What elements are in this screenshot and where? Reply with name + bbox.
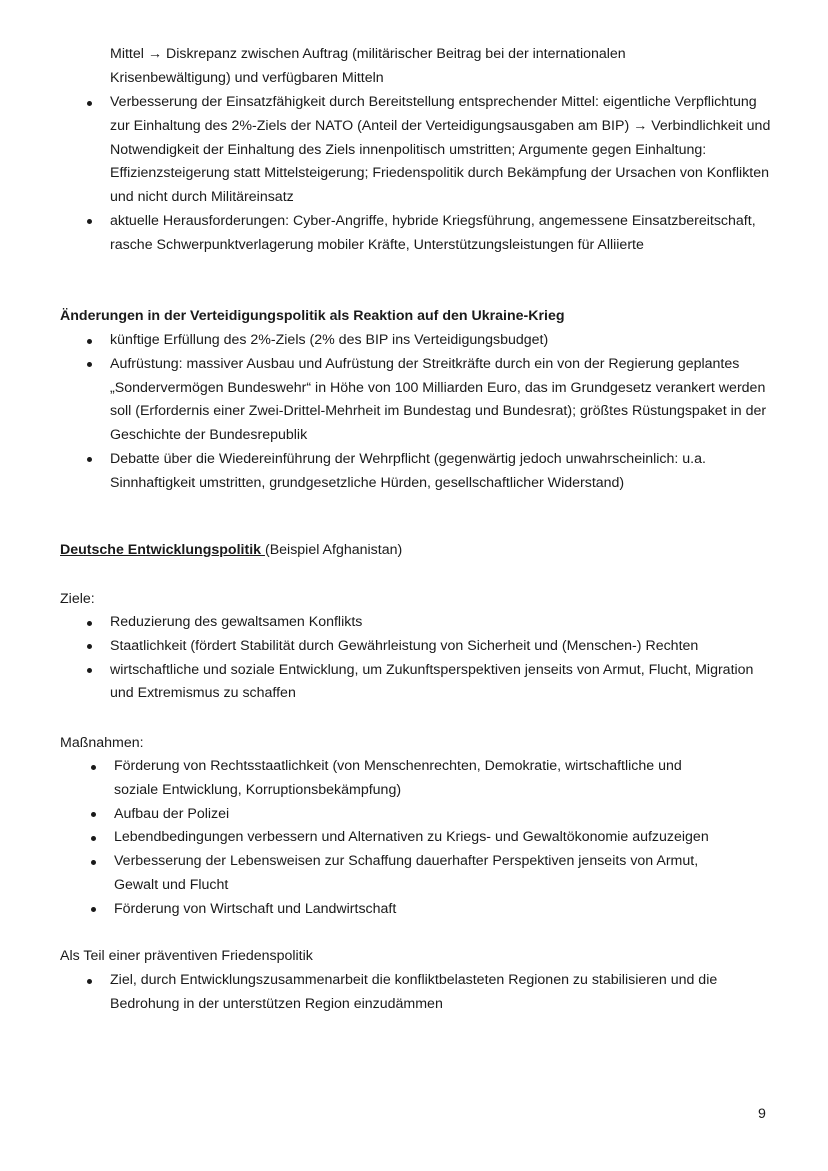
bullet-icon xyxy=(87,644,92,649)
bullet-icon xyxy=(91,860,96,865)
bullet-icon xyxy=(91,765,96,770)
list-item-text: Debatte über die Wiedereinführung der Wehrpflicht (gegenwärtig jedoch unwahrscheinlich: u.a. Sinnhaftigkeit umstritten, grundgesetzliche Hürden, gesellschaftlicher Widerstand) xyxy=(110,450,706,491)
massnahmen-label: Maßnahmen: xyxy=(60,735,144,751)
ukraine-bullet-list xyxy=(86,329,778,496)
praeventiv-list xyxy=(86,969,778,1017)
list-item-text: künftige Erfüllung des 2%-Ziels (2% des BIP ins Verteidigungsbudget) xyxy=(110,332,549,348)
list-item xyxy=(86,635,778,659)
bullet-icon xyxy=(87,668,92,673)
list-item xyxy=(90,826,740,850)
list-item-text: Lebendbedingungen verbessern und Alternativen zu Kriegs- und Gewaltökonomie aufzuzeigen xyxy=(114,829,709,846)
list-item xyxy=(86,448,778,496)
list-item-text: Förderung von Rechtsstaatlichkeit (von Menschenrechten, Demokratie, wirtschaftliche und soziale Entwicklung, Korruptionsbekämpfung) xyxy=(114,758,682,798)
massnahmen-list xyxy=(90,755,740,922)
heading-title: Deutsche Entwicklungspolitik xyxy=(60,542,265,558)
list-item xyxy=(86,353,778,448)
list-item xyxy=(86,969,778,1017)
bullet-icon xyxy=(87,979,92,984)
list-item xyxy=(90,850,744,898)
section-heading-ukraine: Änderungen in der Verteidigungspolitik als Reaktion auf den Ukraine-Krieg xyxy=(60,308,565,324)
list-item-text: Staatlichkeit (fördert Stabilität durch Gewährleistung von Sicherheit und (Menschen-) Rechten xyxy=(110,637,699,654)
ziele-label: Ziele: xyxy=(60,591,95,607)
list-item xyxy=(86,329,778,353)
list-item xyxy=(90,755,719,803)
list-item xyxy=(86,210,778,258)
bullet-icon xyxy=(91,907,96,912)
list-item-text: Verbesserung der Lebensweisen zur Schaffung dauerhafter Perspektiven jenseits von Armut, Gewalt und Flucht xyxy=(114,853,699,893)
heading-suffix: (Beispiel Afghanistan) xyxy=(264,542,403,558)
list-item-text: Ziel, durch Entwicklungszusammenarbeit die konfliktbelasteten Regionen zu stabilisieren und die Bedrohung in der unterstützen Region einzudämmen xyxy=(110,972,718,1012)
bullet-icon xyxy=(87,457,92,462)
list-item-text: Reduzierung des gewaltsamen Konflikts xyxy=(110,614,363,630)
ziele-list xyxy=(86,611,778,706)
bullet-icon xyxy=(87,621,92,626)
bullet-icon xyxy=(87,219,92,224)
bullet-icon xyxy=(87,101,92,106)
list-item xyxy=(86,611,778,635)
list-item-text: wirtschaftliche und soziale Entwicklung, um Zukunftsperspektiven jenseits von Armut, Flucht, Migration und Extremismus zu schaffen xyxy=(110,661,754,702)
praeventiv-label: Als Teil einer präventiven Friedenspolitik xyxy=(60,948,313,964)
list-item xyxy=(90,898,740,922)
continuation-paragraph: Mittel → Diskrepanz zwischen Auftrag (militärischer Beitrag bei der internationalen Krisenbewältigung) und verfügbaren Mitteln xyxy=(110,46,626,86)
bullet-icon xyxy=(87,362,92,367)
bullet-icon xyxy=(87,339,92,344)
list-item xyxy=(86,659,755,707)
list-item xyxy=(90,803,740,827)
bullet-icon xyxy=(91,812,96,817)
list-item-text: Aufrüstung: massiver Ausbau und Aufrüstung der Streitkräfte durch ein von der Regierung geplantes „Sondervermögen Bundeswehr“ in Höhe von 100 Milliarden Euro, das im Grundgesetz verankert werden soll (Erfordernis einer Zwei-Drittel-Mehrheit im Bundestag und Bundesrat); größtes Rüstungspaket in der Geschichte der Bundesrepublik xyxy=(110,355,767,444)
list-item-text: Verbesserung der Einsatzfähigkeit durch Bereitstellung entsprechender Mittel: eigentliche Verpflichtung zur Einhaltung des 2%-Ziels der NATO (Anteil der Verteidigungsausgaben am BIP) → Verbindlichkeit und Notwendigkeit der Einhaltung des Ziels innenpolitisch umstritten; Argumente gegen Einhaltung: Effizienzsteigerung statt Mittelsteigerung; Friedenspolitik durch Bekämpfung der Ursachen von Konflikten und nicht durch Militäreinsatz xyxy=(110,94,771,206)
list-item xyxy=(86,91,778,210)
section-heading-entwicklung xyxy=(60,539,780,563)
list-item-text: aktuelle Herausforderungen: Cyber-Angriffe, hybride Kriegsführung, angemessene Einsatzbereitschaft, rasche Schwerpunktverlagerung mobiler Kräfte, Unterstützungsleistungen für Alliierte xyxy=(110,212,756,253)
list-item-text: Förderung von Wirtschaft und Landwirtschaft xyxy=(114,900,397,917)
page-number: 9 xyxy=(758,1106,766,1122)
list-item-text: Aufbau der Polizei xyxy=(114,805,230,822)
top-bullet-list xyxy=(86,91,778,258)
bullet-icon xyxy=(91,836,96,841)
